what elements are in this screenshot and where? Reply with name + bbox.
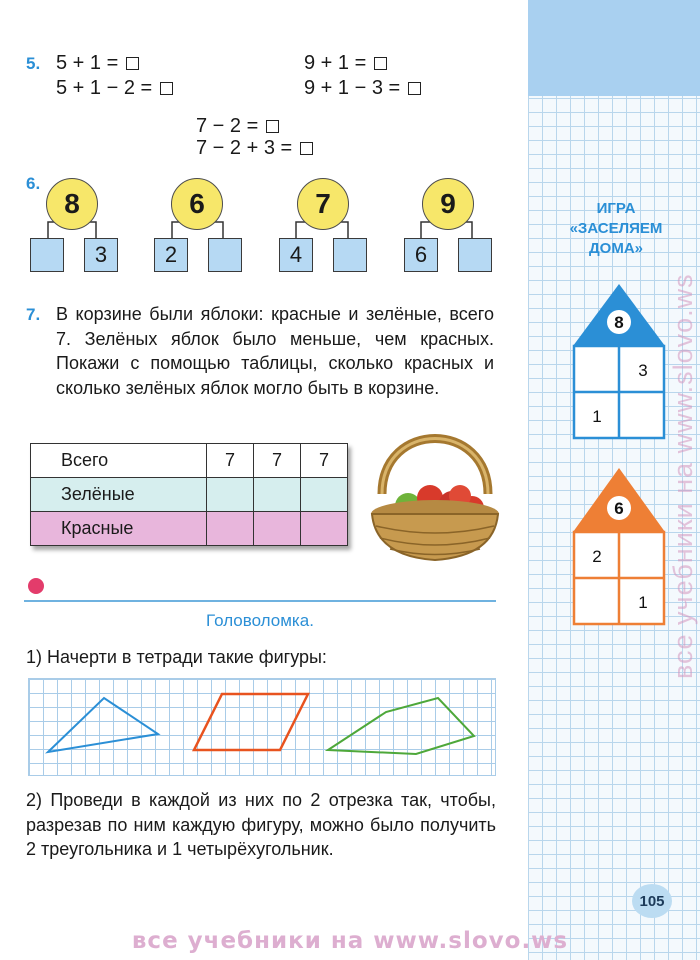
number-box: 3 — [84, 238, 118, 272]
table-row — [31, 478, 348, 512]
number-ball: 9 — [422, 178, 474, 230]
house-1 — [571, 282, 667, 440]
quadrilateral-figure — [328, 698, 474, 754]
exercise-5-number: 5. — [26, 54, 41, 73]
ex5-expression-text: 7 − 2 = — [196, 115, 259, 137]
house-2-roof-number: 6 — [614, 499, 624, 518]
number-box — [208, 238, 242, 272]
table-cell: 7 — [207, 444, 254, 478]
game-title-line-2: «ЗАСЕЛЯЕМ — [569, 220, 663, 237]
ex6-connector-lines — [0, 0, 520, 280]
puzzle-title: Головоломка. — [206, 611, 314, 630]
ex5-expression-text: 9 + 1 − 3 = — [304, 77, 401, 99]
number-box: 6 — [404, 238, 438, 272]
table-cell: 7 — [301, 444, 348, 478]
exercise-7-number: 7. — [26, 305, 41, 324]
number-ball: 8 — [46, 178, 98, 230]
puzzle-task-2: 2) Проведи в каждой из них по 2 отрезка так, чтобы, разрезав по ним каждую фигуру, можно было получить 2 треугольника и 1 четырёхугольник. — [26, 790, 496, 859]
section-divider — [24, 600, 496, 602]
table-cell — [207, 512, 254, 546]
side-top-band — [528, 0, 700, 96]
exercise-7-text: В корзине были яблоки: красные и зелёные, всего 7. Зелёных яблок было меньше, чем красных. Покажи с помощью таблицы, сколько красных и сколько зелёных яблок могло быть в корзине. — [56, 304, 494, 398]
number-box — [333, 238, 367, 272]
table-cell — [254, 512, 301, 546]
table-row — [31, 512, 348, 546]
house-1-cell: 3 — [638, 361, 648, 380]
figures — [28, 678, 496, 776]
number-box — [458, 238, 492, 272]
game-title — [552, 199, 680, 259]
ex5-expression-text: 9 + 1 = — [304, 52, 367, 74]
table-cell — [254, 478, 301, 512]
table-cell: 7 — [254, 444, 301, 478]
exercise-6-number: 6. — [26, 174, 41, 193]
house-1-cell: 1 — [592, 407, 602, 426]
ex5-expression-text: 5 + 1 − 2 = — [56, 77, 153, 99]
game-title-line-1: ИГРА — [596, 200, 636, 217]
game-title-line-3: ДОМА» — [588, 240, 644, 257]
number-ball: 7 — [297, 178, 349, 230]
parallelogram-figure — [194, 694, 308, 750]
number-box — [30, 238, 64, 272]
page-number: 105 — [632, 884, 672, 918]
house-2-cell: 2 — [592, 547, 602, 566]
section-marker-dot — [28, 578, 44, 594]
number-ball: 6 — [171, 178, 223, 230]
triangle-figure — [48, 698, 158, 752]
table-cell — [301, 478, 348, 512]
apples-table — [30, 443, 348, 546]
row-label: Всего — [31, 444, 207, 478]
vertical-watermark: все учебники на www.slovo.ws — [668, 273, 698, 679]
ex5-expression-text: 7 − 2 + 3 = — [196, 137, 293, 159]
apple-basket-illustration — [360, 428, 510, 568]
footer-watermark: все учебники на www.slovo.ws — [131, 928, 569, 954]
house-2 — [571, 466, 667, 626]
table-row — [31, 444, 348, 478]
ex5-expression-text: 5 + 1 = — [56, 52, 119, 74]
number-box: 2 — [154, 238, 188, 272]
row-label: Красные — [31, 512, 207, 546]
row-label: Зелёные — [31, 478, 207, 512]
number-box: 4 — [279, 238, 313, 272]
puzzle-task-1: 1) Начерти в тетради такие фигуры: — [26, 647, 327, 667]
house-2-cell: 1 — [638, 593, 648, 612]
house-1-roof-number: 8 — [614, 313, 624, 332]
table-cell — [301, 512, 348, 546]
table-cell — [207, 478, 254, 512]
